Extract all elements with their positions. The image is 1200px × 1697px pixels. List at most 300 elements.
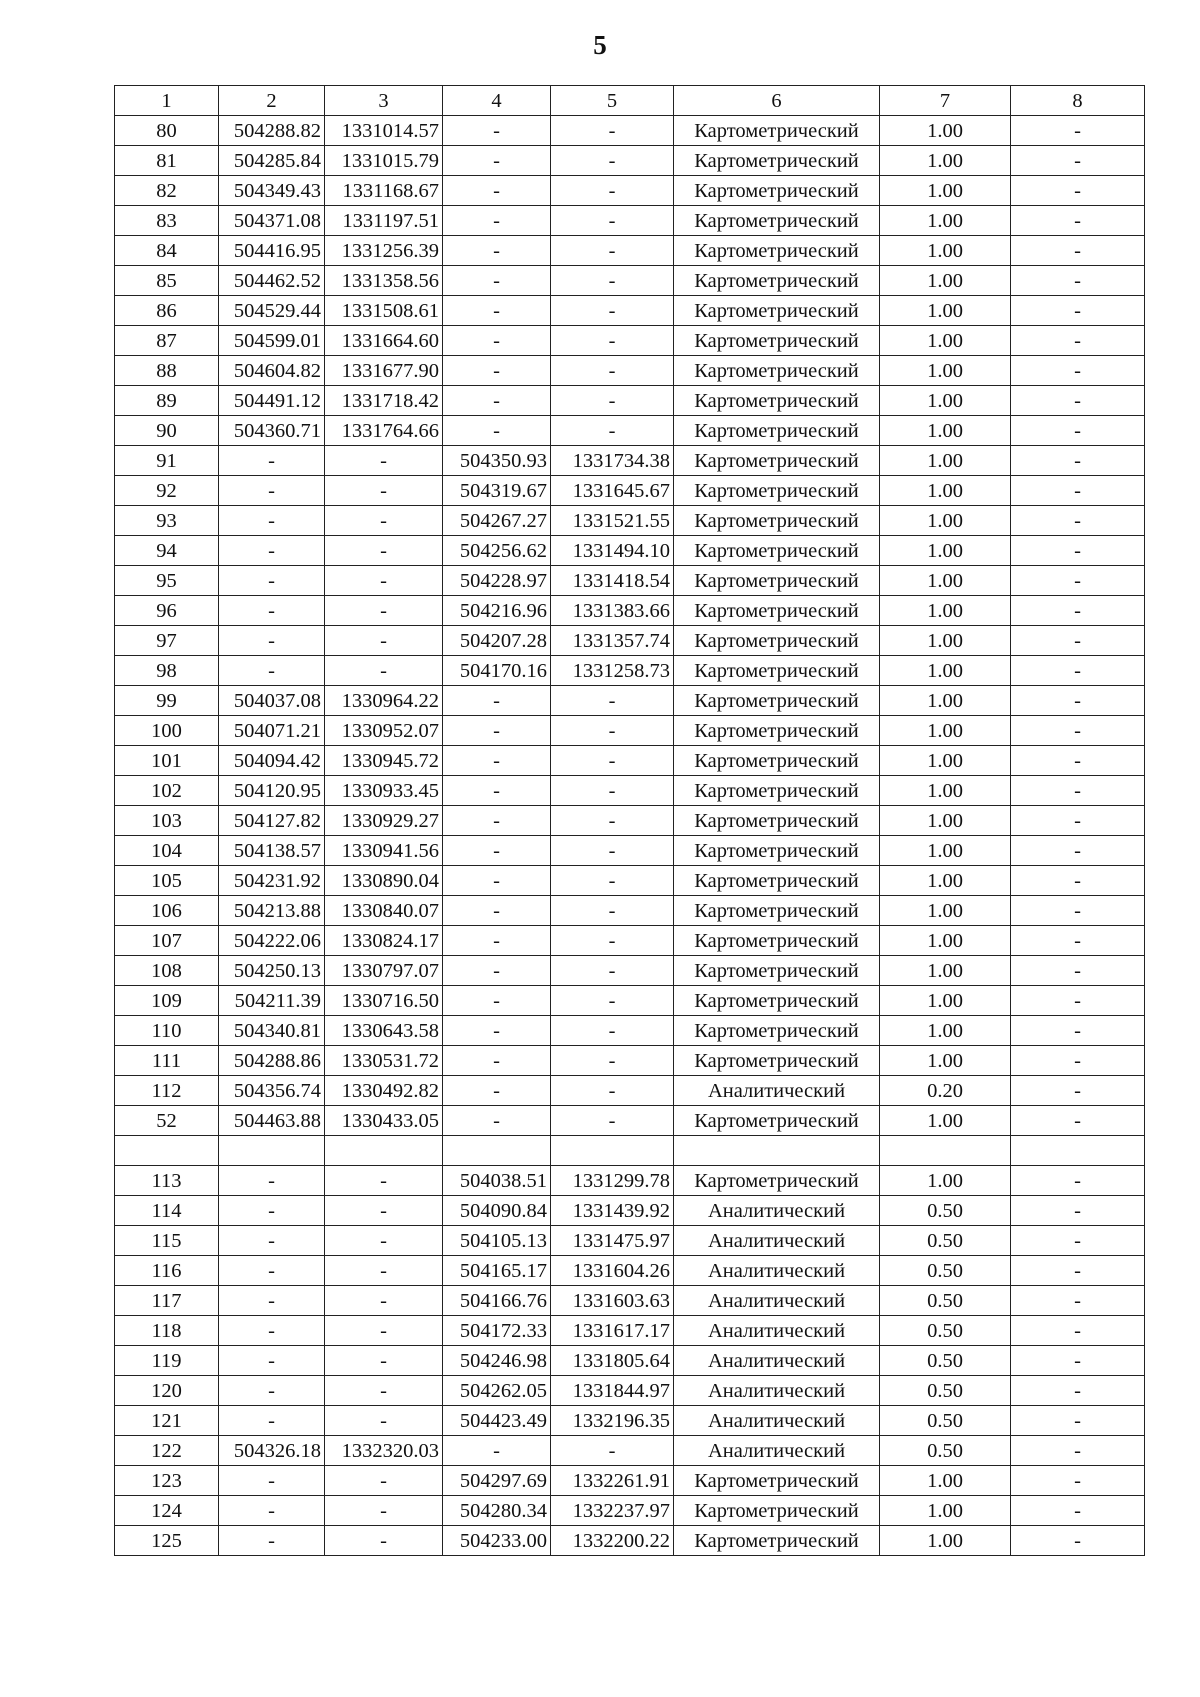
point-number-cell: 107 (115, 926, 219, 956)
y-coord-cell: 1330716.50 (325, 986, 443, 1016)
accuracy-cell: 1.00 (880, 626, 1011, 656)
note-cell: - (1011, 326, 1145, 356)
note-cell: - (1011, 1466, 1145, 1496)
x-coord-cell: 504360.71 (219, 416, 325, 446)
x-coord-new-cell: - (443, 986, 551, 1016)
note-cell: - (1011, 1076, 1145, 1106)
y-coord-cell: 1330492.82 (325, 1076, 443, 1106)
y-coord-cell: - (325, 1256, 443, 1286)
y-coord-cell: 1331677.90 (325, 356, 443, 386)
note-cell: - (1011, 296, 1145, 326)
x-coord-cell: 504213.88 (219, 896, 325, 926)
method-cell: Аналитический (674, 1346, 880, 1376)
accuracy-cell: 1.00 (880, 146, 1011, 176)
column-header: 6 (674, 86, 880, 116)
x-coord-cell: 504416.95 (219, 236, 325, 266)
y-coord-cell: - (325, 1376, 443, 1406)
x-coord-new-cell: - (443, 746, 551, 776)
note-cell: - (1011, 956, 1145, 986)
note-cell: - (1011, 866, 1145, 896)
y-coord-new-cell: - (551, 836, 674, 866)
x-coord-cell: 504138.57 (219, 836, 325, 866)
table-row (115, 1226, 1145, 1256)
y-coord-new-cell: - (551, 1076, 674, 1106)
note-cell: - (1011, 446, 1145, 476)
method-cell: Картометрический (674, 266, 880, 296)
table-row (115, 986, 1145, 1016)
x-coord-cell: 504529.44 (219, 296, 325, 326)
point-number-cell: 111 (115, 1046, 219, 1076)
method-cell: Картометрический (674, 866, 880, 896)
y-coord-new-cell: 1331805.64 (551, 1346, 674, 1376)
method-cell: Аналитический (674, 1436, 880, 1466)
x-coord-new-cell: - (443, 1046, 551, 1076)
y-coord-new-cell: 1331521.55 (551, 506, 674, 536)
x-coord-new-cell: 504228.97 (443, 566, 551, 596)
y-coord-cell: 1331764.66 (325, 416, 443, 446)
column-header: 4 (443, 86, 551, 116)
x-coord-cell: 504491.12 (219, 386, 325, 416)
x-coord-new-cell: 504297.69 (443, 1466, 551, 1496)
column-header: 8 (1011, 86, 1145, 116)
accuracy-cell (880, 1136, 1011, 1166)
y-coord-cell: - (325, 1196, 443, 1226)
x-coord-new-cell: - (443, 1436, 551, 1466)
x-coord-new-cell: 504170.16 (443, 656, 551, 686)
accuracy-cell: 1.00 (880, 746, 1011, 776)
y-coord-new-cell (551, 1136, 674, 1166)
table-row (115, 1496, 1145, 1526)
y-coord-cell: - (325, 446, 443, 476)
x-coord-new-cell: 504423.49 (443, 1406, 551, 1436)
note-cell: - (1011, 1226, 1145, 1256)
table-row (115, 536, 1145, 566)
point-number-cell: 121 (115, 1406, 219, 1436)
note-cell: - (1011, 266, 1145, 296)
y-coord-cell: - (325, 1286, 443, 1316)
x-coord-cell: - (219, 626, 325, 656)
method-cell: Картометрический (674, 116, 880, 146)
y-coord-cell: - (325, 1406, 443, 1436)
accuracy-cell: 1.00 (880, 866, 1011, 896)
x-coord-new-cell: 504233.00 (443, 1526, 551, 1556)
y-coord-new-cell: - (551, 746, 674, 776)
point-number-cell: 102 (115, 776, 219, 806)
method-cell: Картометрический (674, 326, 880, 356)
table-row (115, 1286, 1145, 1316)
y-coord-cell: - (325, 1496, 443, 1526)
x-coord-new-cell: 504319.67 (443, 476, 551, 506)
x-coord-new-cell: - (443, 1076, 551, 1106)
method-cell: Картометрический (674, 806, 880, 836)
method-cell: Картометрический (674, 596, 880, 626)
x-coord-cell: 504231.92 (219, 866, 325, 896)
y-coord-cell: - (325, 1166, 443, 1196)
method-cell: Картометрический (674, 536, 880, 566)
note-cell: - (1011, 896, 1145, 926)
x-coord-new-cell: 504166.76 (443, 1286, 551, 1316)
table-row (115, 836, 1145, 866)
accuracy-cell: 1.00 (880, 296, 1011, 326)
x-coord-new-cell: - (443, 116, 551, 146)
accuracy-cell: 1.00 (880, 926, 1011, 956)
method-cell: Картометрический (674, 176, 880, 206)
accuracy-cell: 1.00 (880, 686, 1011, 716)
y-coord-new-cell: - (551, 986, 674, 1016)
y-coord-cell: - (325, 1316, 443, 1346)
table-row (115, 416, 1145, 446)
accuracy-cell: 1.00 (880, 476, 1011, 506)
note-cell: - (1011, 1526, 1145, 1556)
table-row (115, 1256, 1145, 1286)
x-coord-new-cell: - (443, 206, 551, 236)
table-row (115, 176, 1145, 206)
point-number-cell: 89 (115, 386, 219, 416)
point-number-cell: 110 (115, 1016, 219, 1046)
note-cell: - (1011, 1256, 1145, 1286)
point-number-cell: 94 (115, 536, 219, 566)
y-coord-new-cell: - (551, 1016, 674, 1046)
table-row (115, 1166, 1145, 1196)
method-cell: Картометрический (674, 236, 880, 266)
method-cell: Картометрический (674, 206, 880, 236)
table-row (115, 1076, 1145, 1106)
y-coord-new-cell: - (551, 776, 674, 806)
x-coord-new-cell: - (443, 836, 551, 866)
y-coord-cell: 1331015.79 (325, 146, 443, 176)
y-coord-new-cell: 1331357.74 (551, 626, 674, 656)
table-body (115, 86, 1145, 1556)
y-coord-cell: 1330797.07 (325, 956, 443, 986)
x-coord-cell: 504222.06 (219, 926, 325, 956)
accuracy-cell: 1.00 (880, 1496, 1011, 1526)
y-coord-cell: 1330945.72 (325, 746, 443, 776)
note-cell (1011, 1136, 1145, 1166)
accuracy-cell: 0.50 (880, 1316, 1011, 1346)
table-row (115, 476, 1145, 506)
x-coord-new-cell: 504038.51 (443, 1166, 551, 1196)
x-coord-cell: 504463.88 (219, 1106, 325, 1136)
x-coord-new-cell: - (443, 716, 551, 746)
method-cell: Картометрический (674, 416, 880, 446)
x-coord-cell: - (219, 1166, 325, 1196)
x-coord-cell: - (219, 506, 325, 536)
x-coord-cell: 504371.08 (219, 206, 325, 236)
x-coord-cell: - (219, 1196, 325, 1226)
method-cell: Картометрический (674, 716, 880, 746)
table-row (115, 716, 1145, 746)
note-cell: - (1011, 806, 1145, 836)
method-cell: Картометрический (674, 686, 880, 716)
y-coord-cell (325, 1136, 443, 1166)
y-coord-new-cell: - (551, 416, 674, 446)
x-coord-new-cell: - (443, 296, 551, 326)
x-coord-cell: - (219, 446, 325, 476)
point-number-cell: 81 (115, 146, 219, 176)
table-row (115, 326, 1145, 356)
accuracy-cell: 1.00 (880, 716, 1011, 746)
point-number-cell: 84 (115, 236, 219, 266)
table-row (115, 1046, 1145, 1076)
point-number-cell: 123 (115, 1466, 219, 1496)
y-coord-new-cell: 1331645.67 (551, 476, 674, 506)
note-cell: - (1011, 1376, 1145, 1406)
x-coord-cell: - (219, 656, 325, 686)
table-row (115, 506, 1145, 536)
table-row (115, 386, 1145, 416)
accuracy-cell: 0.50 (880, 1406, 1011, 1436)
x-coord-new-cell: - (443, 266, 551, 296)
x-coord-new-cell (443, 1136, 551, 1166)
method-cell: Картометрический (674, 896, 880, 926)
accuracy-cell: 0.50 (880, 1286, 1011, 1316)
y-coord-new-cell: 1331439.92 (551, 1196, 674, 1226)
x-coord-new-cell: - (443, 176, 551, 206)
point-number-cell: 52 (115, 1106, 219, 1136)
x-coord-new-cell: - (443, 866, 551, 896)
point-number-cell: 118 (115, 1316, 219, 1346)
accuracy-cell: 1.00 (880, 1526, 1011, 1556)
accuracy-cell: 1.00 (880, 836, 1011, 866)
note-cell: - (1011, 536, 1145, 566)
note-cell: - (1011, 506, 1145, 536)
x-coord-cell: - (219, 536, 325, 566)
x-coord-cell: 504211.39 (219, 986, 325, 1016)
note-cell: - (1011, 986, 1145, 1016)
table-row (115, 746, 1145, 776)
accuracy-cell: 1.00 (880, 116, 1011, 146)
method-cell: Картометрический (674, 386, 880, 416)
method-cell: Картометрический (674, 446, 880, 476)
x-coord-new-cell: - (443, 896, 551, 926)
x-coord-cell: 504356.74 (219, 1076, 325, 1106)
method-cell: Картометрический (674, 986, 880, 1016)
x-coord-new-cell: - (443, 356, 551, 386)
note-cell: - (1011, 116, 1145, 146)
note-cell: - (1011, 626, 1145, 656)
y-coord-new-cell: - (551, 896, 674, 926)
method-cell: Аналитический (674, 1226, 880, 1256)
x-coord-new-cell: - (443, 686, 551, 716)
point-number-cell: 86 (115, 296, 219, 326)
point-number-cell: 99 (115, 686, 219, 716)
table-row (115, 446, 1145, 476)
accuracy-cell: 1.00 (880, 956, 1011, 986)
y-coord-cell: 1331508.61 (325, 296, 443, 326)
table-row (115, 1316, 1145, 1346)
accuracy-cell: 1.00 (880, 1016, 1011, 1046)
coordinates-table (114, 85, 1145, 1556)
method-cell: Аналитический (674, 1316, 880, 1346)
y-coord-cell: - (325, 536, 443, 566)
y-coord-new-cell: - (551, 1106, 674, 1136)
y-coord-cell: - (325, 566, 443, 596)
y-coord-cell: 1330643.58 (325, 1016, 443, 1046)
accuracy-cell: 1.00 (880, 656, 1011, 686)
x-coord-new-cell: 504090.84 (443, 1196, 551, 1226)
y-coord-cell: - (325, 1466, 443, 1496)
note-cell: - (1011, 1406, 1145, 1436)
x-coord-cell: 504326.18 (219, 1436, 325, 1466)
accuracy-cell: 1.00 (880, 386, 1011, 416)
y-coord-new-cell: - (551, 356, 674, 386)
x-coord-cell: 504462.52 (219, 266, 325, 296)
table-row (115, 776, 1145, 806)
point-number-cell: 103 (115, 806, 219, 836)
table-row (115, 116, 1145, 146)
x-coord-cell: 504071.21 (219, 716, 325, 746)
y-coord-new-cell: 1331494.10 (551, 536, 674, 566)
method-cell: Аналитический (674, 1376, 880, 1406)
y-coord-new-cell: - (551, 386, 674, 416)
x-coord-new-cell: 504262.05 (443, 1376, 551, 1406)
point-number-cell: 104 (115, 836, 219, 866)
method-cell: Картометрический (674, 926, 880, 956)
accuracy-cell: 1.00 (880, 416, 1011, 446)
x-coord-cell: 504604.82 (219, 356, 325, 386)
note-cell: - (1011, 1286, 1145, 1316)
point-number-cell: 105 (115, 866, 219, 896)
x-coord-new-cell: 504207.28 (443, 626, 551, 656)
accuracy-cell: 0.50 (880, 1376, 1011, 1406)
method-cell: Картометрический (674, 1106, 880, 1136)
method-cell: Аналитический (674, 1076, 880, 1106)
point-number-cell (115, 1136, 219, 1166)
note-cell: - (1011, 1106, 1145, 1136)
y-coord-new-cell: - (551, 1436, 674, 1466)
y-coord-new-cell: 1332196.35 (551, 1406, 674, 1436)
point-number-cell: 90 (115, 416, 219, 446)
y-coord-new-cell: 1332200.22 (551, 1526, 674, 1556)
accuracy-cell: 1.00 (880, 896, 1011, 926)
x-coord-cell: 504120.95 (219, 776, 325, 806)
table-row (115, 1466, 1145, 1496)
table-row (115, 1106, 1145, 1136)
y-coord-cell: 1330952.07 (325, 716, 443, 746)
method-cell: Картометрический (674, 656, 880, 686)
x-coord-cell: - (219, 476, 325, 506)
note-cell: - (1011, 566, 1145, 596)
x-coord-cell: 504288.86 (219, 1046, 325, 1076)
y-coord-cell: - (325, 476, 443, 506)
point-number-cell: 115 (115, 1226, 219, 1256)
x-coord-new-cell: - (443, 1016, 551, 1046)
method-cell: Картометрический (674, 506, 880, 536)
note-cell: - (1011, 1016, 1145, 1046)
note-cell: - (1011, 1346, 1145, 1376)
accuracy-cell: 1.00 (880, 326, 1011, 356)
y-coord-cell: 1330433.05 (325, 1106, 443, 1136)
y-coord-cell: 1331197.51 (325, 206, 443, 236)
note-cell: - (1011, 416, 1145, 446)
x-coord-cell: - (219, 1466, 325, 1496)
x-coord-cell: - (219, 1406, 325, 1436)
y-coord-cell: 1330964.22 (325, 686, 443, 716)
x-coord-new-cell: 504246.98 (443, 1346, 551, 1376)
y-coord-new-cell: - (551, 956, 674, 986)
x-coord-cell: - (219, 1496, 325, 1526)
point-number-cell: 106 (115, 896, 219, 926)
note-cell: - (1011, 596, 1145, 626)
x-coord-new-cell: 504256.62 (443, 536, 551, 566)
table-row (115, 1406, 1145, 1436)
y-coord-cell: 1331358.56 (325, 266, 443, 296)
note-cell: - (1011, 1196, 1145, 1226)
y-coord-cell: 1331256.39 (325, 236, 443, 266)
x-coord-new-cell: - (443, 146, 551, 176)
method-cell: Картометрический (674, 146, 880, 176)
accuracy-cell: 0.50 (880, 1256, 1011, 1286)
x-coord-cell: - (219, 1226, 325, 1256)
y-coord-cell: 1331664.60 (325, 326, 443, 356)
note-cell: - (1011, 776, 1145, 806)
y-coord-cell: 1330840.07 (325, 896, 443, 926)
point-number-cell: 125 (115, 1526, 219, 1556)
method-cell: Аналитический (674, 1286, 880, 1316)
y-coord-new-cell: 1331383.66 (551, 596, 674, 626)
note-cell: - (1011, 686, 1145, 716)
y-coord-new-cell: - (551, 236, 674, 266)
x-coord-new-cell: - (443, 806, 551, 836)
accuracy-cell: 1.00 (880, 776, 1011, 806)
point-number-cell: 109 (115, 986, 219, 1016)
accuracy-cell: 1.00 (880, 506, 1011, 536)
table-row (115, 356, 1145, 386)
note-cell: - (1011, 476, 1145, 506)
note-cell: - (1011, 926, 1145, 956)
method-cell: Картометрический (674, 296, 880, 326)
point-number-cell: 119 (115, 1346, 219, 1376)
x-coord-cell: 504599.01 (219, 326, 325, 356)
point-number-cell: 100 (115, 716, 219, 746)
column-header: 7 (880, 86, 1011, 116)
point-number-cell: 87 (115, 326, 219, 356)
x-coord-cell (219, 1136, 325, 1166)
point-number-cell: 122 (115, 1436, 219, 1466)
accuracy-cell: 1.00 (880, 536, 1011, 566)
note-cell: - (1011, 746, 1145, 776)
y-coord-cell: 1331718.42 (325, 386, 443, 416)
y-coord-cell: 1330824.17 (325, 926, 443, 956)
table-row (115, 686, 1145, 716)
accuracy-cell: 1.00 (880, 1166, 1011, 1196)
y-coord-new-cell: - (551, 806, 674, 836)
y-coord-cell: - (325, 656, 443, 686)
x-coord-new-cell: - (443, 926, 551, 956)
y-coord-new-cell: 1332237.97 (551, 1496, 674, 1526)
accuracy-cell: 1.00 (880, 206, 1011, 236)
note-cell: - (1011, 656, 1145, 686)
y-coord-new-cell: - (551, 266, 674, 296)
x-coord-new-cell: - (443, 956, 551, 986)
table-row (115, 1136, 1145, 1166)
point-number-cell: 113 (115, 1166, 219, 1196)
y-coord-new-cell: 1331603.63 (551, 1286, 674, 1316)
y-coord-new-cell: 1331734.38 (551, 446, 674, 476)
point-number-cell: 124 (115, 1496, 219, 1526)
table-row (115, 626, 1145, 656)
point-number-cell: 88 (115, 356, 219, 386)
accuracy-cell: 1.00 (880, 596, 1011, 626)
table-row (115, 1376, 1145, 1406)
x-coord-cell: 504127.82 (219, 806, 325, 836)
note-cell: - (1011, 356, 1145, 386)
method-cell: Картометрический (674, 1496, 880, 1526)
point-number-cell: 85 (115, 266, 219, 296)
table-row (115, 146, 1145, 176)
y-coord-cell: 1330933.45 (325, 776, 443, 806)
accuracy-cell: 1.00 (880, 806, 1011, 836)
